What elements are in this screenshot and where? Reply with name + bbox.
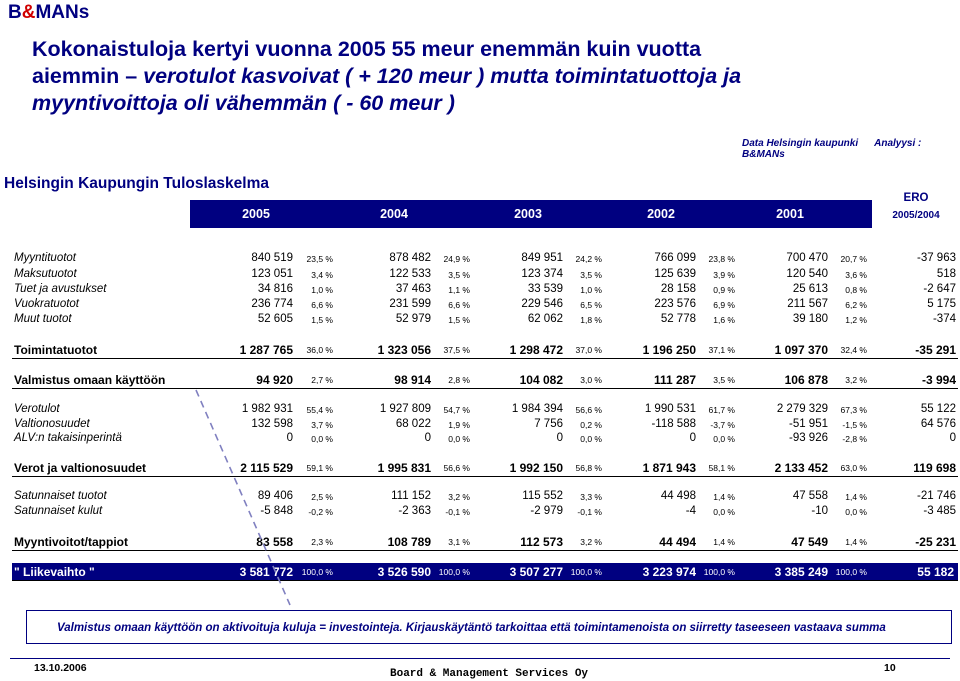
title-line-2: aiemmin – verotulot kasvoivat ( + 120 meur ) mutta toimintatuottoja ja <box>32 64 742 88</box>
year-2002: 2002 <box>647 207 675 221</box>
value-cell: 1 097 370 <box>774 343 828 357</box>
percent-cell: 100,0 % <box>301 567 333 577</box>
percent-cell: 55,4 % <box>306 405 333 415</box>
percent-cell: 24,9 % <box>443 254 470 264</box>
percent-cell: -1,5 % <box>842 420 867 430</box>
percent-cell: 3,1 % <box>448 537 470 547</box>
value-cell: 125 639 <box>654 268 696 280</box>
percent-cell: 56,6 % <box>575 405 602 415</box>
year-2004: 2004 <box>380 207 408 221</box>
value-cell: 700 470 <box>786 252 828 264</box>
percent-cell: 2,7 % <box>311 375 333 385</box>
percent-cell: 61,7 % <box>708 405 735 415</box>
value-cell: -118 588 <box>651 418 696 430</box>
value-cell: 7 756 <box>534 418 563 430</box>
value-cell: 231 599 <box>389 298 431 310</box>
percent-cell: 0,0 % <box>845 507 867 517</box>
value-cell: -10 <box>811 505 828 517</box>
ero-cell: -21 746 <box>916 490 956 502</box>
percent-cell: 20,7 % <box>840 254 867 264</box>
percent-cell: 1,4 % <box>845 537 867 547</box>
row-label: Verotulot <box>14 403 60 415</box>
value-cell: 25 613 <box>792 283 828 295</box>
value-cell: 68 022 <box>395 418 431 430</box>
percent-cell: 23,8 % <box>708 254 735 264</box>
value-cell: -4 <box>685 505 696 517</box>
value-cell: 2 133 452 <box>774 461 828 475</box>
value-cell: 39 180 <box>792 313 828 325</box>
year-2005: 2005 <box>242 207 270 221</box>
percent-cell: 1,0 % <box>580 285 602 295</box>
value-cell: 132 598 <box>251 418 293 430</box>
row-label: Maksutuotot <box>14 268 77 280</box>
value-cell: 44 494 <box>659 535 696 549</box>
percent-cell: 2,5 % <box>311 492 333 502</box>
value-cell: 1 298 472 <box>509 343 563 357</box>
row-label: Toimintatuotot <box>14 343 98 357</box>
percent-cell: 1,5 % <box>311 315 333 325</box>
percent-cell: 3,0 % <box>580 375 602 385</box>
percent-cell: 1,9 % <box>448 420 470 430</box>
percent-cell: 3,5 % <box>713 375 735 385</box>
value-cell: 44 498 <box>660 490 696 502</box>
footer-company: Board & Management Services Oy <box>390 668 589 680</box>
percent-cell: 100,0 % <box>835 567 867 577</box>
percent-cell: 36,0 % <box>306 345 333 355</box>
row-label: Myyntivoitot/tappiot <box>14 535 128 549</box>
percent-cell: 67,3 % <box>840 405 867 415</box>
percent-cell: 24,2 % <box>575 254 602 264</box>
row-label: Valmistus omaan käyttöön <box>14 373 166 387</box>
value-cell: 223 576 <box>654 298 696 310</box>
footnote-text: Valmistus omaan käyttöön on aktivoituja kuluja = investointeja. Kirjauskäytäntö tarkoittaa että toimintamenoista on siirretty taseeseen vastaava summa <box>57 622 886 634</box>
value-cell: 1 982 931 <box>241 403 293 415</box>
percent-cell: 37,5 % <box>443 345 470 355</box>
value-cell: 120 540 <box>786 268 828 280</box>
value-cell: 34 816 <box>257 283 293 295</box>
row-label: Satunnaiset kulut <box>14 505 103 517</box>
row-label: Muut tuotot <box>14 313 72 325</box>
value-cell: 3 507 277 <box>509 565 563 579</box>
value-cell: 111 152 <box>391 490 431 502</box>
percent-cell: 0,0 % <box>713 434 735 444</box>
value-cell: 2 115 529 <box>240 461 293 475</box>
ero-cell: 119 698 <box>913 461 956 475</box>
percent-cell: 2,8 % <box>448 375 470 385</box>
page-number: 10 <box>884 662 896 674</box>
percent-cell: 23,5 % <box>306 254 333 264</box>
value-cell: 3 581 772 <box>239 565 293 579</box>
value-cell: 211 567 <box>787 298 828 310</box>
percent-cell: 0,0 % <box>311 434 333 444</box>
value-cell: 1 323 056 <box>377 343 431 357</box>
value-cell: 83 558 <box>256 535 293 549</box>
percent-cell: 59,1 % <box>306 463 333 473</box>
percent-cell: 1,2 % <box>845 315 867 325</box>
value-cell: 52 778 <box>660 313 696 325</box>
percent-cell: 0,0 % <box>448 434 470 444</box>
percent-cell: 56,6 % <box>443 463 470 473</box>
row-label: Verot ja valtionosuudet <box>14 461 147 475</box>
footer-date: 13.10.2006 <box>34 662 87 674</box>
percent-cell: 0,9 % <box>713 285 735 295</box>
percent-cell: 1,6 % <box>713 315 735 325</box>
value-cell: 94 920 <box>256 373 293 387</box>
percent-cell: 1,8 % <box>580 315 602 325</box>
percent-cell: 6,9 % <box>713 300 735 310</box>
percent-cell: 3,2 % <box>580 537 602 547</box>
ero-cell: -3 485 <box>923 505 956 517</box>
percent-cell: 3,6 % <box>845 270 867 280</box>
ero-cell: -2 647 <box>923 283 956 295</box>
percent-cell: 6,2 % <box>845 300 867 310</box>
title-line-3: myyntivoittoja oli vähemmän ( - 60 meur ) <box>32 91 455 115</box>
percent-cell: -3,7 % <box>710 420 735 430</box>
percent-cell: 100,0 % <box>570 567 602 577</box>
value-cell: 3 223 974 <box>642 565 696 579</box>
value-cell: 98 914 <box>394 373 431 387</box>
percent-cell: -0,2 % <box>308 507 333 517</box>
value-cell: 0 <box>286 432 293 444</box>
row-label: " Liikevaihto " <box>14 565 95 579</box>
percent-cell: 37,1 % <box>708 345 735 355</box>
row-label: ALV:n takaisinperintä <box>14 432 122 444</box>
percent-cell: 1,4 % <box>713 492 735 502</box>
value-cell: 47 549 <box>791 535 828 549</box>
year-2001: 2001 <box>776 207 804 221</box>
value-cell: 1 995 831 <box>377 461 431 475</box>
value-cell: -5 848 <box>260 505 293 517</box>
percent-cell: 1,4 % <box>713 537 735 547</box>
percent-cell: -2,8 % <box>842 434 867 444</box>
ero-cell: 0 <box>949 432 956 444</box>
value-cell: 111 287 <box>653 373 696 387</box>
value-cell: 108 789 <box>387 535 431 549</box>
value-cell: 28 158 <box>660 283 696 295</box>
value-cell: 37 463 <box>395 283 431 295</box>
percent-cell: 6,6 % <box>311 300 333 310</box>
percent-cell: 3,2 % <box>448 492 470 502</box>
value-cell: 236 774 <box>251 298 293 310</box>
value-cell: 849 951 <box>521 252 563 264</box>
percent-cell: 3,3 % <box>580 492 602 502</box>
percent-cell: 63,0 % <box>840 463 867 473</box>
row-label: Satunnaiset tuotot <box>14 490 107 502</box>
row-label: Valtionosuudet <box>14 418 90 430</box>
value-cell: 0 <box>689 432 696 444</box>
row-label: Tuet ja avustukset <box>14 283 107 295</box>
value-cell: -2 363 <box>398 505 431 517</box>
value-cell: 1 984 394 <box>511 403 563 415</box>
percent-cell: 3,7 % <box>311 420 333 430</box>
percent-cell: 0,0 % <box>580 434 602 444</box>
percent-cell: 2,3 % <box>311 537 333 547</box>
percent-cell: 1,5 % <box>448 315 470 325</box>
table-title: Helsingin Kaupungin Tuloslaskelma <box>4 175 269 192</box>
value-cell: 33 539 <box>527 283 563 295</box>
value-cell: 878 482 <box>389 252 431 264</box>
percent-cell: 1,4 % <box>845 492 867 502</box>
value-cell: -93 926 <box>788 432 828 444</box>
percent-cell: 3,2 % <box>845 375 867 385</box>
percent-cell: -0,1 % <box>445 507 470 517</box>
row-label: Vuokratuotot <box>14 298 80 310</box>
value-cell: 115 552 <box>522 490 563 502</box>
ero-cell: 64 576 <box>920 418 956 430</box>
value-cell: 1 927 809 <box>379 403 431 415</box>
percent-cell: 3,5 % <box>448 270 470 280</box>
value-cell: 1 287 765 <box>239 343 293 357</box>
ero-cell: -35 291 <box>915 343 956 357</box>
percent-cell: 54,7 % <box>443 405 470 415</box>
percent-cell: 32,4 % <box>840 345 867 355</box>
value-cell: 1 196 250 <box>642 343 696 357</box>
row-label: Myyntituotot <box>14 252 76 264</box>
percent-cell: 58,1 % <box>708 463 735 473</box>
value-cell: 3 526 590 <box>377 565 431 579</box>
value-cell: 1 990 531 <box>644 403 696 415</box>
value-cell: -2 979 <box>530 505 563 517</box>
value-cell: 123 374 <box>521 268 563 280</box>
percent-cell: 6,5 % <box>580 300 602 310</box>
value-cell: 106 878 <box>784 373 828 387</box>
value-cell: 1 871 943 <box>642 461 696 475</box>
value-cell: 52 605 <box>257 313 293 325</box>
ero-cell: 5 175 <box>927 298 956 310</box>
percent-cell: 100,0 % <box>438 567 470 577</box>
value-cell: 52 979 <box>395 313 431 325</box>
bmans-logo: B&MANs <box>8 2 90 23</box>
ero-cell: 55 122 <box>920 403 956 415</box>
percent-cell: 1,1 % <box>448 285 470 295</box>
percent-cell: 100,0 % <box>703 567 735 577</box>
footnote-box <box>26 610 952 644</box>
value-cell: 47 558 <box>792 490 828 502</box>
value-cell: 62 062 <box>527 313 563 325</box>
value-cell: 0 <box>424 432 431 444</box>
percent-cell: 3,4 % <box>311 270 333 280</box>
footer-divider <box>10 658 950 659</box>
year-2003: 2003 <box>514 207 542 221</box>
percent-cell: 3,5 % <box>580 270 602 280</box>
percent-cell: -0,1 % <box>577 507 602 517</box>
percent-cell: 6,6 % <box>448 300 470 310</box>
percent-cell: 37,0 % <box>575 345 602 355</box>
title-line-1: Kokonaistuloja kertyi vuonna 2005 55 meur enemmän kuin vuotta <box>32 37 702 61</box>
value-cell: 0 <box>556 432 563 444</box>
percent-cell: 1,0 % <box>311 285 333 295</box>
percent-cell: 0,2 % <box>580 420 602 430</box>
source-note: Data Helsingin kaupunki Analyysi : B&MANs <box>742 138 922 160</box>
ero-cell: -25 231 <box>915 535 956 549</box>
value-cell: 766 099 <box>654 252 696 264</box>
percent-cell: 3,9 % <box>713 270 735 280</box>
value-cell: 840 519 <box>251 252 293 264</box>
value-cell: 1 992 150 <box>509 461 563 475</box>
value-cell: -51 951 <box>788 418 828 430</box>
ero-cell: -37 963 <box>916 252 956 264</box>
value-cell: 112 573 <box>520 535 563 549</box>
value-cell: 123 051 <box>251 268 293 280</box>
ero-cell: 518 <box>936 268 956 280</box>
value-cell: 2 279 329 <box>776 403 828 415</box>
percent-cell: 56,8 % <box>575 463 602 473</box>
ero-header: ERO 2005/2004 <box>892 192 940 221</box>
ero-cell: 55 182 <box>917 565 954 579</box>
ero-cell: -374 <box>932 313 956 325</box>
ero-cell: -3 994 <box>921 373 956 387</box>
percent-cell: 0,8 % <box>845 285 867 295</box>
percent-cell: 0,0 % <box>713 507 735 517</box>
value-cell: 3 385 249 <box>774 565 828 579</box>
value-cell: 122 533 <box>389 268 431 280</box>
value-cell: 104 082 <box>519 373 563 387</box>
value-cell: 89 406 <box>257 490 293 502</box>
value-cell: 229 546 <box>521 298 563 310</box>
